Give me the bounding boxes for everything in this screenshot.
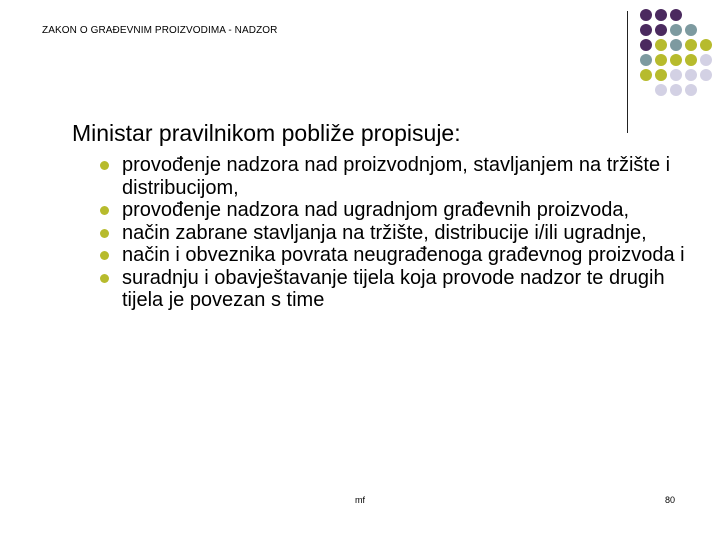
decorative-dot: [670, 54, 682, 66]
decorative-dot: [640, 69, 652, 81]
decorative-dot: [655, 39, 667, 51]
decorative-dot: [670, 24, 682, 36]
footer-author: mf: [355, 495, 365, 505]
list-item: [100, 154, 700, 199]
list-item: [100, 222, 700, 245]
decorative-dot: [655, 24, 667, 36]
lead-text: Ministar pravilnikom pobliže propisuje:: [72, 120, 461, 146]
decorative-dot: [685, 69, 697, 81]
decorative-dot: [700, 69, 712, 81]
decorative-dot: [655, 69, 667, 81]
decorative-dot: [640, 24, 652, 36]
decorative-dot: [640, 54, 652, 66]
decorative-dot: [670, 84, 682, 96]
bullet-dot-icon: [100, 274, 109, 283]
vertical-divider: [627, 11, 628, 133]
decorative-dot: [670, 39, 682, 51]
decorative-dot: [640, 9, 652, 21]
bullet-dot-icon: [100, 251, 109, 260]
decorative-dot: [655, 54, 667, 66]
decorative-dot: [655, 9, 667, 21]
page-number: 80: [665, 495, 676, 505]
slide-header-title: ZAKON O GRAĐEVNIM PROIZVODIMA - NADZOR: [42, 25, 278, 36]
list-item-text: način i obveznika povrata neugrađenoga građevnog proizvoda i: [122, 244, 685, 266]
list-item-text: provođenje nadzora nad proizvodnjom, stavljanjem na tržište i distribucijom,: [122, 154, 671, 199]
decorative-dot: [685, 39, 697, 51]
bullet-dot-icon: [100, 161, 109, 170]
decorative-dot: [655, 84, 667, 96]
decorative-dot: [700, 39, 712, 51]
bullet-list: [100, 154, 700, 312]
decorative-dot: [685, 54, 697, 66]
decorative-dot: [670, 69, 682, 81]
decorative-dot: [685, 84, 697, 96]
decorative-dot: [640, 39, 652, 51]
list-item: [100, 244, 700, 267]
list-item: [100, 267, 700, 312]
decorative-dot-grid: [640, 9, 716, 119]
list-item-text: suradnju i obavještavanje tijela koja provode nadzor te drugih tijela je povezan s time: [122, 266, 665, 311]
list-item-text: provođenje nadzora nad ugradnjom građevnih proizvoda,: [122, 199, 630, 221]
list-item-text: način zabrane stavljanja na tržište, distribucije i/ili ugradnje,: [122, 221, 647, 244]
bullet-dot-icon: [100, 206, 109, 215]
list-item: [100, 199, 700, 222]
decorative-dot: [700, 54, 712, 66]
decorative-dot: [670, 9, 682, 21]
decorative-dot: [685, 24, 697, 36]
bullet-dot-icon: [100, 229, 109, 238]
